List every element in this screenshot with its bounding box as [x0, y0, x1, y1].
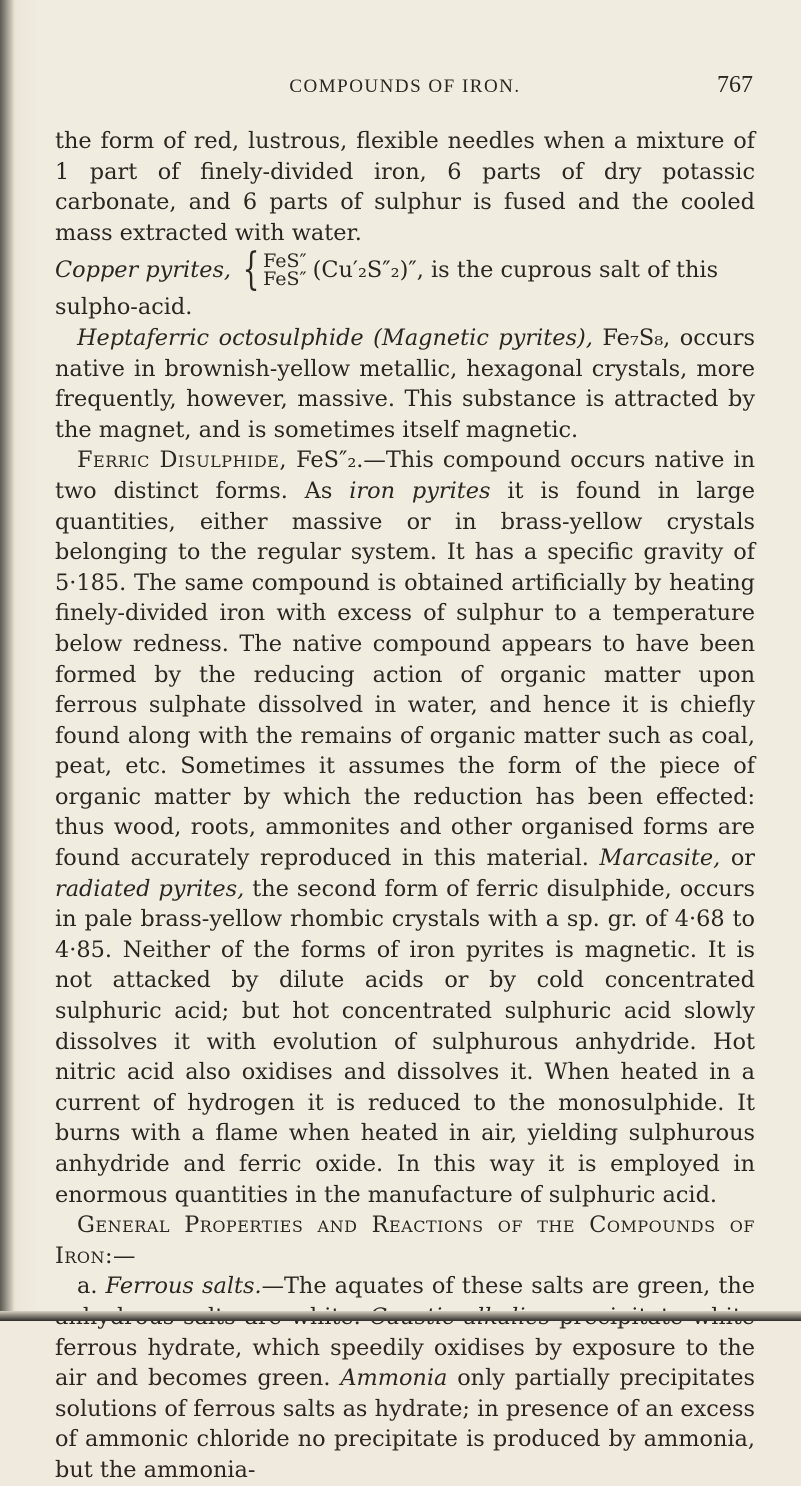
page-bottom-edge [0, 1311, 801, 1321]
marcasite-term: Marcasite, [599, 845, 721, 872]
radiated-pyrites-term: radiated pyrites, [55, 875, 245, 902]
body-text [55, 126, 755, 1486]
book-spine-shadow [0, 0, 14, 1321]
copper-pyrites-line [55, 244, 755, 296]
copper-pyrites-tail: (Cu′₂S″₂)″, is the cuprous salt of this [312, 257, 719, 284]
general-properties-heading-text: General Properties and Reactions of the Compounds of Iron:— [55, 1212, 755, 1269]
ferrous-text-2: ferrous hydrate, which speedily oxidises by exposure to the air and becomes green. [55, 1334, 755, 1392]
page-header [55, 72, 755, 104]
ferric-text-3: the second form of ferric disulphide, occurs in pale brass-yellow rhombic crystals with a sp. gr. of 4·68 to 4·85. Neither of the forms of iron pyrites is magnetic. It is not attacked by dilute acids or by cold concentrated sulphuric acid; but hot concentrated sulphuric acid slowly dissolves it with evolution of sulphurous anhydride. Hot nitric acid also oxidises and dissolves it. When heated in a current of hydrogen it is reduced to the monosulphide. It burns with a flame when heated in air, yielding sulphurous anhydride and ferric oxide. In this way it is employed in enormous quantities in the manufacture of sulphuric acid. [55, 875, 755, 1208]
running-title: COMPOUNDS OF IRON. [289, 76, 521, 97]
ferric-text-1: —This compound occurs native in two distinct forms. As [55, 447, 755, 504]
heptaferric-term: Heptaferric octosulphide [77, 324, 364, 351]
copper-pyrites-end-text: sulpho-acid. [55, 294, 193, 321]
formula-brace-group [237, 244, 307, 296]
page-number: 767 [717, 72, 753, 98]
paragraph-continuation [55, 126, 755, 248]
general-properties-heading [55, 1210, 755, 1271]
ammonia-term: Ammonia [340, 1365, 448, 1392]
ferric-text-2: it is found in large quantities, either massive or in brass-yellow crystals belonging to the regular system. It has a specific gravity of 5·185. The same compound is obtained artificially by heating finely-divided iron with excess of sulphur to a temperature below redness. The native compound appears to have been formed by the reducing action of organic matter upon ferrous sulphate dissolved in water, and hence it is chiefly found along with the remains of organic matter such as coal, peat, etc. Sometimes it assumes the form of the piece of organic matter by which the reduction has been effected: thus wood, roots, ammonites and other organised forms are found accurately reproduced in this material. [55, 477, 756, 872]
formula-stack [263, 250, 307, 291]
copper-pyrites-term: Copper pyrites, [55, 257, 232, 284]
paragraph-text: the form of red, lustrous, flexible needles when a mixture of 1 part of finely-divided iron, 6 parts of dry potassic carbonate, and 6 parts of sulphur is fused and the cooled mass extracted with water. [55, 128, 755, 246]
iron-pyrites-term: iron pyrites [349, 477, 491, 504]
left-brace-icon: { [242, 244, 260, 296]
ferrous-text-1: —The aquates of these salts are green, the [261, 1273, 755, 1300]
ferric-disulphide-formula: FeS″₂. [296, 447, 364, 474]
ferric-disulphide-paragraph [55, 445, 755, 1210]
heptaferric-text: Fe₇S₈, occurs native in brownish-yellow metallic, hexagonal crystals, more frequently, however, massive. This substance is attracted by the magnet, and is sometimes itself magnetic. [55, 324, 755, 443]
ferrous-text-3: only partially precipitates solutions of ferrous salts as hydrate; in presence of an excess of ammonic chloride no precipitate is produced by ammonia, but the ammonia- [55, 1365, 756, 1483]
formula-bottom: FeS″ [263, 268, 307, 291]
or-word: or [730, 845, 755, 872]
heptaferric-paragraph [55, 323, 755, 445]
ferrous-salts-term: Ferrous salts. [105, 1273, 262, 1300]
formula-top: FeS″ [263, 250, 307, 273]
ferrous-salts-paragraph [55, 1271, 755, 1485]
ferrous-label: a. [77, 1273, 98, 1300]
magnetic-pyrites-term: (Magnetic pyrites), [373, 324, 593, 351]
ferric-disulphide-heading: Ferric Disulphide, [77, 447, 287, 474]
copper-pyrites-end [55, 292, 755, 323]
